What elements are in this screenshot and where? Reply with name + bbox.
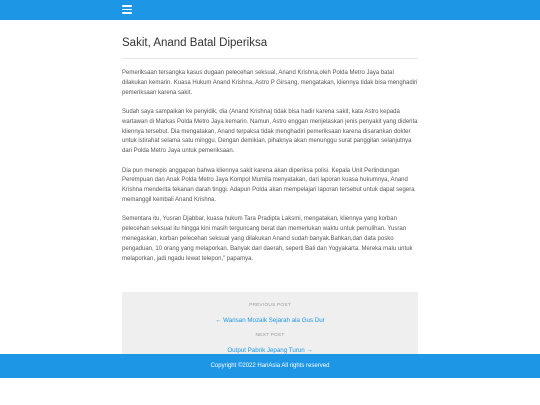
next-post-label: NEXT POST bbox=[255, 333, 285, 338]
post-paragraph: Pemeriksaan tersangka kasus dugaan pelecehan seksual, Anand Krishna,oleh Polda Metro Jaya batal dilakukan kemarin. Kuasa Hukum Anand Krishna, Astro P Girsang, mengatakan, kliennya tidak bisa menghadiri pemeriksaan karena sakit. bbox=[122, 70, 418, 96]
previous-post-link[interactable]: ← Warisan Mozaik Sejarah ala Gus Dur bbox=[215, 317, 325, 324]
post-content bbox=[122, 20, 418, 274]
title-divider bbox=[122, 58, 418, 59]
site-footer bbox=[0, 354, 540, 378]
post-title: Sakit, Anand Batal Diperiksa bbox=[122, 37, 268, 49]
post-paragraph: Dia pun menepis anggapan bahwa kliennya sakit karena akan diperiksa polisi. Kepala Unit Perlindungan Perempuan dan Anak Polda Metro Jaya Kompol Mumila menyatakan, dari laporan kuasa hukumnya, Anand Krishna menderita tekanan darah tinggi. Adapun Polda akan mempelajari laporan tersebut untuk dapat segera memanggil kembali Anand Krishna. bbox=[122, 167, 415, 203]
next-post-link[interactable]: Output Pabrik Jepang Turun → bbox=[227, 347, 313, 354]
post-navigation bbox=[122, 292, 418, 354]
post-paragraph: Sementara itu, Yusran Djabbar, kuasa hukum Tara Pradipta Laksmi, mengatakan, kliennya yang korban pelecehan seksual itu hingga kini masih terguncang berat dan memerlukan waktu untuk pemulihan. Yusran menegaskan, korban pelecehan seksual yang dilakukan Anand sudah banyak.Bahkan,dari data posko pengaduan, 10 orang yang melaporkan. Banyak dari daerah, seperti Bali dan Yogyakarta. Mereka malu untuk melaporkan, jadi ngadu lewat telepon,” papamya. bbox=[122, 216, 413, 262]
previous-post-label: PREVIOUS POST bbox=[249, 303, 291, 308]
footer-copyright: Copyright ©2022 HariAsia All rights reserved bbox=[210, 363, 330, 369]
top-bar bbox=[0, 0, 540, 20]
post-body bbox=[122, 69, 418, 264]
post-paragraph: Sudah saya sampaikan ke penyidik, dia (Anand Krishna) tidak bisa hadir karena sakit, kata Astro kepada wartawan di Markas Polda Metro Jaya kemarin. Namun, Astro enggan menjelaskan jenis penyakit yang diderita kliennya tersebut. Dia mengatakan, Anand terpaksa tidak menghadiri pemeriksaan karena disarankan dokter untuk istirahat selama satu minggu. Dengan demikian, pihaknya akan menunggu surat panggilan selanjutnya dari Polda Metro Jaya untuk pemeriksaan. bbox=[122, 108, 418, 155]
hamburger-menu-icon[interactable] bbox=[122, 5, 132, 14]
